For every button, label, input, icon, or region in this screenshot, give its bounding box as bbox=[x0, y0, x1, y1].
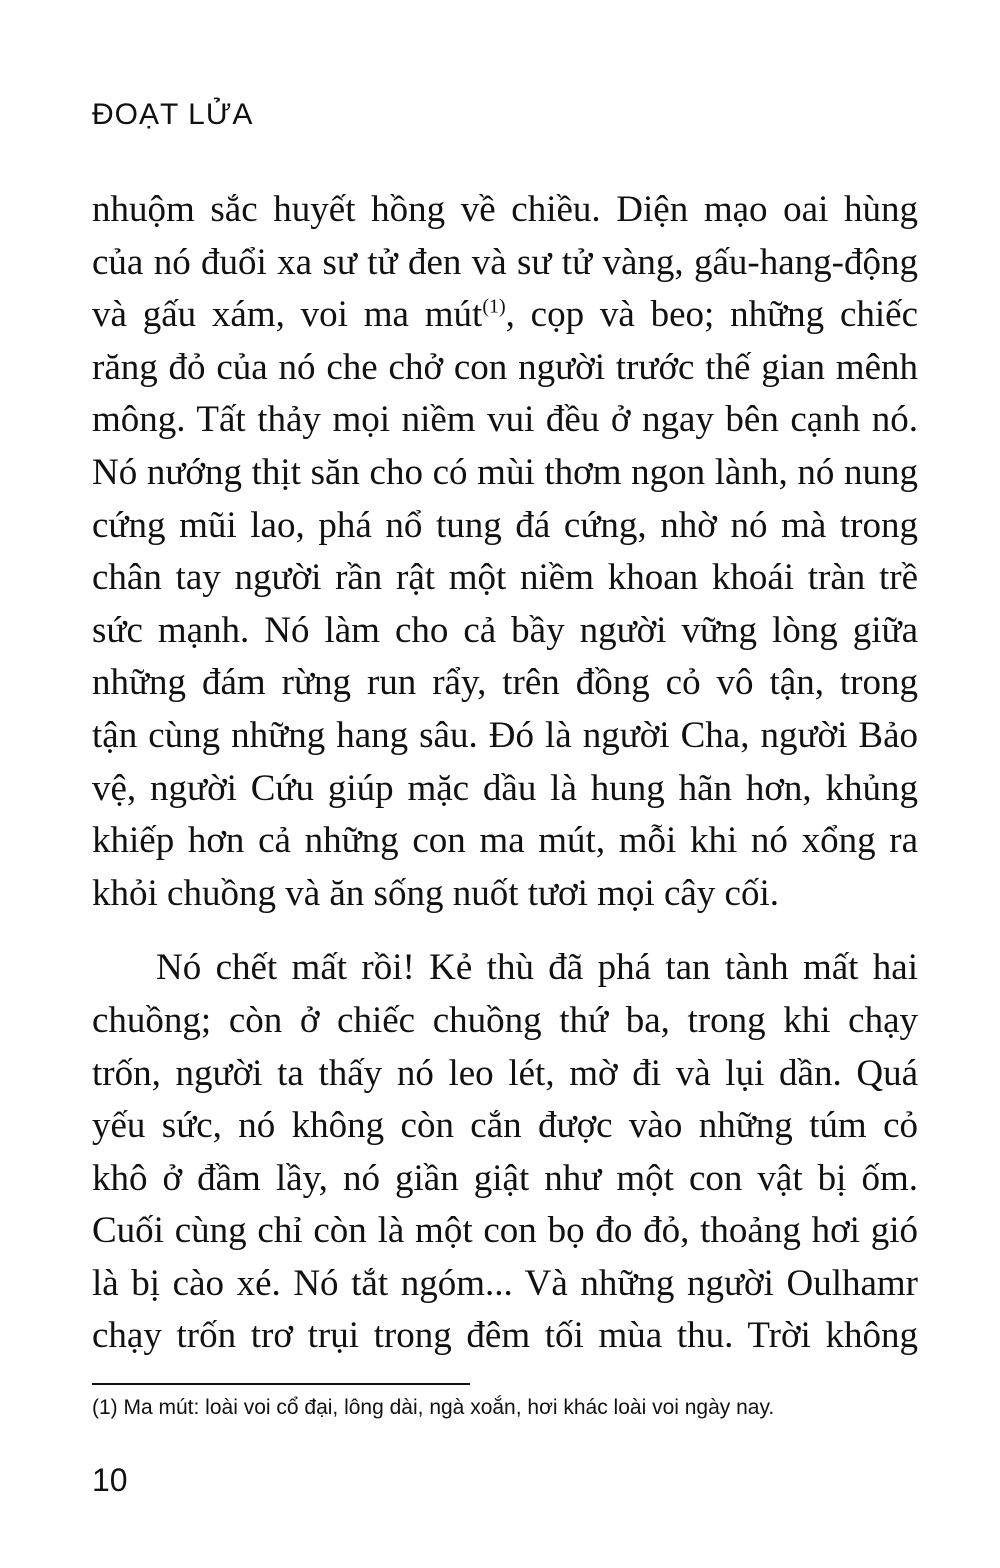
paragraph-gap bbox=[92, 920, 918, 942]
text-line: chuồng; còn ở chiếc chuồng thứ ba, trong khi chạy bbox=[92, 999, 918, 1041]
page-number: 10 bbox=[92, 1462, 128, 1498]
text-line: mông. Tất thảy mọi niềm vui đều ở ngay bên cạnh nó. bbox=[92, 399, 918, 441]
body-text bbox=[92, 184, 918, 1363]
text-line: cứng mũi lao, phá nổ tung đá cứng, nhờ nó mà trong bbox=[92, 504, 918, 546]
running-header: ĐOẠT LỬA bbox=[92, 98, 254, 131]
footnote-divider bbox=[92, 1383, 470, 1385]
text-line: sức mạnh. Nó làm cho cả bầy người vững lòng giữa bbox=[92, 609, 918, 651]
text-line: những đám rừng run rẩy, trên đồng cỏ vô tận, trong bbox=[92, 662, 918, 704]
text-line: của nó đuổi xa sư tử đen và sư tử vàng, gấu-hang-động bbox=[92, 241, 918, 283]
text-line: chạy trốn trơ trụi trong đêm tối mùa thu. Trời không bbox=[92, 1315, 918, 1357]
text-line: là bị cào xé. Nó tắt ngóm... Và những người Oulhamr bbox=[92, 1262, 918, 1304]
text-line: nhuộm sắc huyết hồng về chiều. Diện mạo oai hùng bbox=[92, 189, 918, 230]
text-line bbox=[92, 289, 918, 342]
text-line: Cuối cùng chỉ còn là một con bọ đo đỏ, thoảng hơi gió bbox=[92, 1210, 918, 1252]
text-line: Nó nướng thịt săn cho có mùi thơm ngon lành, nó nung bbox=[92, 451, 918, 493]
text-line: khiếp hơn cả những con ma mút, mỗi khi nó xổng ra bbox=[92, 820, 918, 862]
text-line: răng đỏ của nó che chở con người trước thế gian mênh bbox=[92, 346, 918, 388]
footnote-reference: (1) bbox=[482, 295, 506, 318]
text-line: tận cùng những hang sâu. Đó là người Cha, người Bảo bbox=[92, 714, 918, 756]
text-line: chân tay người rần rật một niềm khoan khoái tràn trề bbox=[92, 557, 918, 599]
footnote: (1) Ma mút: loài voi cổ đại, lông dài, ngà xoắn, hơi khác loài voi ngày nay. bbox=[92, 1396, 775, 1419]
text-line: yếu sức, nó không còn cắn được vào những túm cỏ bbox=[92, 1105, 918, 1147]
text-line: trốn, người ta thấy nó leo lét, mờ đi và lụi dần. Quá bbox=[92, 1052, 918, 1094]
text-line: khô ở đầm lầy, nó giần giật như một con vật bị ốm. bbox=[92, 1157, 918, 1199]
text-segment: và gấu xám, voi ma mút bbox=[92, 294, 483, 336]
text-line: vệ, người Cứu giúp mặc dầu là hung hãn hơn, khủng bbox=[92, 767, 918, 809]
text-line: Nó chết mất rồi! Kẻ thù đã phá tan tành mất hai bbox=[156, 947, 918, 989]
text-segment: , cọp và beo; những chiếc bbox=[505, 294, 918, 336]
text-line: khỏi chuồng và ăn sống nuốt tươi mọi cây cối. bbox=[92, 872, 780, 914]
